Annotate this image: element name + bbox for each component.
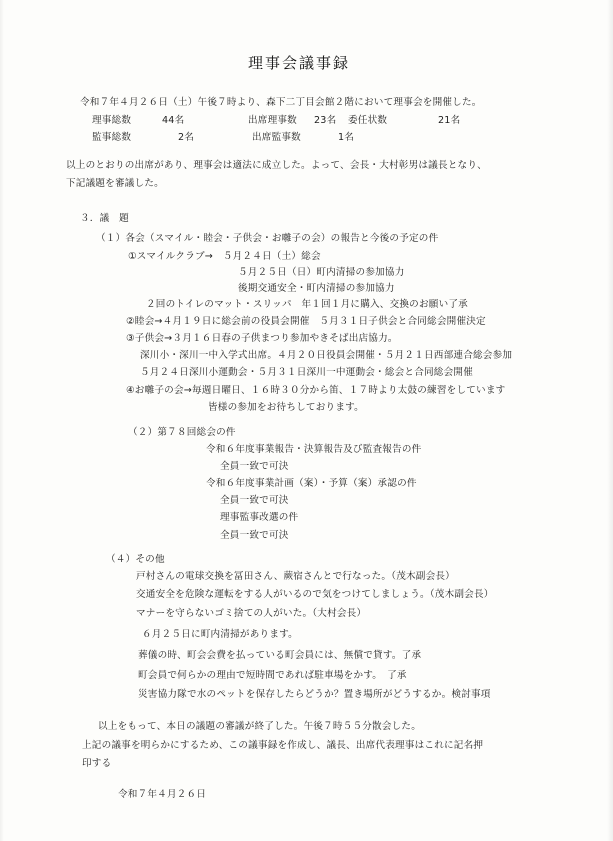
kodomo-line: 深川小・深川一中入学式出席。４月２０日役員会開催・５月２１日西部連合総会参加 [140,350,513,361]
mutsumi-line: ②睦会→４月１９日に総会前の役員会開催 ５月３１日子供会と合同総会開催決定 [126,316,486,327]
closing-line: 上記の議事を明らかにするため、この議事録を作成し、議長、出席代表理事はこれに記名押 [82,740,484,751]
item4-line: 交通安全を危険な運転をする人がいるので気をつけてしましょう。（茂木副会長） [136,589,494,600]
section-heading: ３．議 題 [80,213,129,224]
smile-club-line: ２回のトイレのマット・スリッパ 年１回１月に購入、交換のお願い了承 [146,299,468,310]
kodomo-line: ５月２４日深川小運動会・５月３１日深川一中運動会・総会と合同総会開催 [140,367,473,378]
quorum-line: 下記議題を審議した。 [66,178,164,189]
item4-line: 町会員で何らかの理由で短時間であれば駐車場をかす。 了承 [138,670,407,681]
item4-heading: （４）その他 [106,554,165,565]
item2-heading: （２）第７８回総会の件 [128,427,236,438]
smile-club-line: ①スマイルクラブ→ ５月２４日（土）総会 [128,251,321,262]
scan-right-edge [607,0,613,841]
closing-line: 以上をもって、本日の議題の審議が終了した。午後７時５５分散会した。 [98,721,422,732]
ohayashi-line: 皆様の参加をお待ちしております。 [208,402,364,413]
item4-line: 戸村さんの電球交換を冨田さん、蕨宿さんとで行なった。（茂木副会長） [136,571,455,582]
item2-line: 全員一致で可決 [220,461,289,472]
ohayashi-line: ④お囃子の会→毎週日曜日、１６時３０分から笛、１７時より太鼓の練習をしています [126,385,506,396]
directors-total-value: 44名 [162,115,185,126]
item2-line: 令和６年度事業計画（案）・予算（案）承認の件 [206,478,417,489]
present-auditors-label: 出席監事数 [252,132,301,143]
intro-line: 令和７年４月２６日（土）午後７時より、森下二丁目会館２階において理事会を開催した。 [80,97,482,108]
present-directors-label: 出席理事数 [248,115,297,126]
proxy-value: 21名 [438,115,461,126]
item4-line: 葬儀の時、町会会費を払っている町会員には、無償で貸す。了承 [138,650,422,661]
document-title: 理事会議事録 [248,54,351,72]
directors-total-label: 理事総数 [92,115,132,126]
scan-left-edge [0,0,4,841]
kodomo-line: ③子供会→３月１６日春の子供まつり参加やきそば出店協力。 [126,333,398,344]
item4-line: マナーを守らないゴミ捨ての人がいた。（大村会長） [136,608,367,619]
present-auditors-value: 1名 [338,132,355,143]
document-date: 令和７年４月２６日 [118,789,207,800]
present-directors-value: 23名 [314,115,337,126]
item4-line: 災害協力隊で水のペットを保存したらどうか？置き場所がどうするか。検討事項 [138,689,491,700]
auditors-total-value: 2名 [178,132,195,143]
item2-line: 全員一致で可決 [220,530,289,541]
smile-club-line: 後期交通安全・町内清掃の参加協力 [238,283,395,294]
smile-club-line: ５月２５日（日）町内清掃の参加協力 [238,267,405,278]
quorum-line: 以上のとおりの出席があり、理事会は適法に成立した。よって、会長・大村彰男は議長となり、 [66,160,487,171]
item2-line: 全員一致で可決 [220,495,289,506]
closing-line: 印する [82,758,112,769]
item2-line: 令和６年度事業報告・決算報告及び監査報告の件 [206,444,422,455]
item2-line: 理事監事改選の件 [220,512,299,523]
item4-line: ６月２５日に町内清掃があります。 [142,629,298,640]
item1-heading: （１）各会（スマイル・睦会・子供会・お囃子の会）の報告と今後の予定の件 [96,233,439,244]
auditors-total-label: 監事総数 [92,132,132,143]
proxy-label: 委任状数 [348,115,388,126]
